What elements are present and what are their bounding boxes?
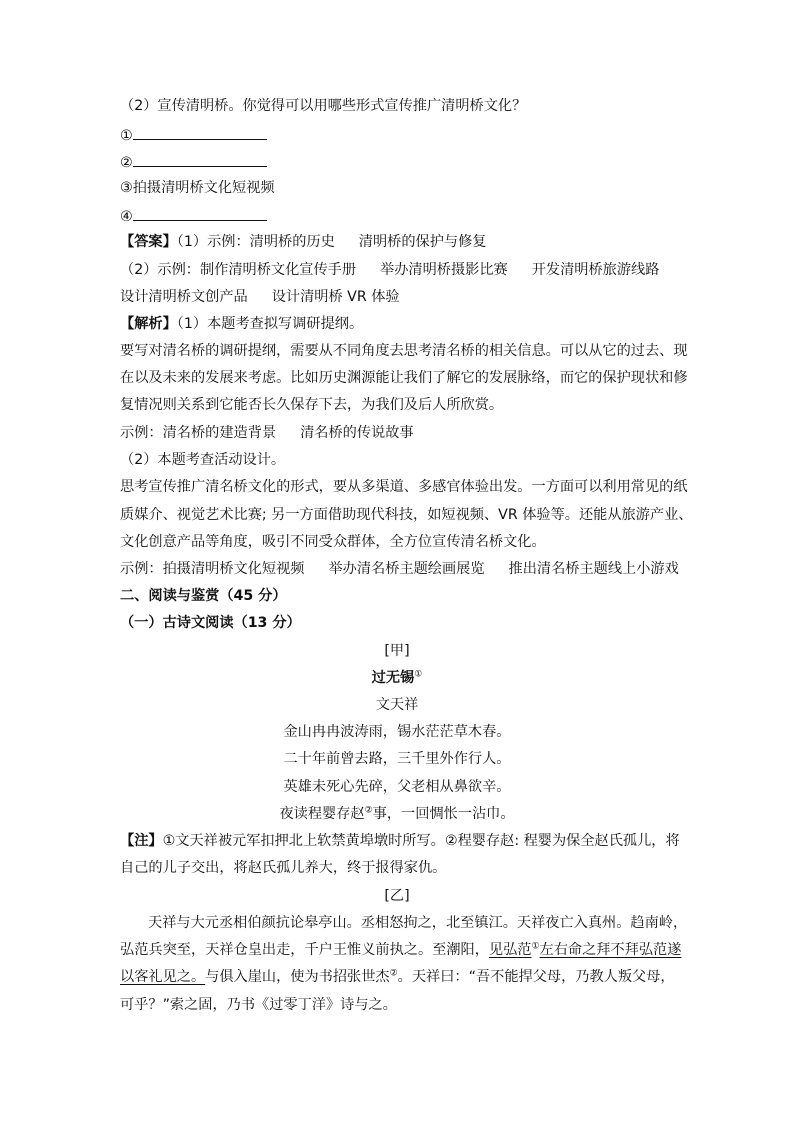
footnote-marker: ① bbox=[531, 941, 540, 952]
answer-tag: 【答案】 bbox=[120, 234, 177, 250]
answer-2-example-c: 开发清明桥旅游线路 bbox=[531, 262, 660, 278]
note-tag: 【注】 bbox=[120, 833, 163, 849]
analysis-heading bbox=[120, 314, 363, 334]
passage-line bbox=[120, 940, 681, 960]
passage-line-3-c: 。天祥曰：“吾不能捍父母，乃教人叛父母， bbox=[397, 969, 675, 985]
analysis-1-head: （1）本题考查拟写调研提纲。 bbox=[176, 316, 364, 332]
section-heading: 二、阅读与鉴赏（45 分） bbox=[120, 588, 287, 604]
answer-option-1 bbox=[120, 124, 267, 146]
answer-2-example-b: 举办清明桥摄影比赛 bbox=[380, 262, 508, 278]
passage-line-2-a: 弘范兵突至，天祥仓皇出走，千户王惟义前执之。至潮阳， bbox=[120, 942, 489, 958]
analysis-2-head: （2）本题考查活动设计。 bbox=[120, 452, 286, 468]
poem-line bbox=[0, 804, 794, 824]
analysis-text-line: 质媒介、视觉艺术比赛; 另一方面借助现代科技，如短视频、VR 体验等。还能从旅游产业、 bbox=[120, 507, 693, 523]
answer-2-example-d: 设计清明桥文创产品 bbox=[120, 289, 248, 305]
subsection-heading: （一）古诗文阅读（13 分） bbox=[120, 615, 301, 631]
poem-line: 英雄未死心先碎，父老相从鼻欲辛。 bbox=[283, 779, 511, 795]
answer-line-2 bbox=[120, 260, 659, 280]
answer-2-example-a: （2）示例：制作清明桥文化宣传手册 bbox=[120, 262, 357, 278]
poem-title-text: 过无锡 bbox=[371, 670, 415, 686]
passage-line: 可乎？”索之固，乃书《过零丁洋》诗与之。 bbox=[120, 997, 397, 1013]
analysis-1-example-b: 清名桥的传说故事 bbox=[300, 425, 414, 441]
note-line-2: 自己的儿子交出，将赵氏孤儿养大，终于报得家仇。 bbox=[120, 860, 447, 876]
answer-line-1 bbox=[120, 232, 486, 252]
underlined-sentence: 以客礼见之。 bbox=[120, 969, 206, 985]
passage-line-3-b: 与俱入崖山，使为书招张世杰 bbox=[205, 969, 390, 985]
poem-line: 二十年前曾去路，三千里外作行人。 bbox=[283, 751, 511, 767]
note-text-1: ①文天祥被元军扣押北上软禁黄埠墩时所写。②程婴存赵: 程婴为保全赵氏孤儿，将 bbox=[162, 833, 680, 849]
passage-line bbox=[120, 967, 675, 987]
answer-blank-1[interactable] bbox=[133, 124, 267, 140]
poem-line: 金山冉冉波涛雨，锡水茫茫草木春。 bbox=[283, 724, 511, 740]
answer-option-2 bbox=[120, 151, 267, 173]
note-line-1 bbox=[120, 831, 680, 851]
passage-line: 天祥与大元丞相伯颜抗论皋亭山。丞相怒拘之，北至镇江。天祥夜亡入真州。趋南岭， bbox=[148, 915, 688, 931]
underlined-sentence: 左右命之拜不拜弘范遂 bbox=[539, 942, 682, 958]
analysis-text-line: 文化创意产品等角度，吸引不同受众群体，全方位宣传清名桥文化。 bbox=[120, 534, 546, 550]
answer-blank-4[interactable] bbox=[133, 205, 267, 221]
analysis-text-line: 在以及未来的发展来考虑。比如历史渊源能让我们了解它的发展脉络，而它的保护现状和修 bbox=[120, 370, 688, 386]
answer-1-example-b: 清明桥的保护与修复 bbox=[358, 234, 487, 250]
underlined-sentence: 见弘范 bbox=[488, 942, 532, 958]
footnote-marker: ① bbox=[414, 669, 423, 680]
answer-option-3: ③拍摄清明桥文化短视频 bbox=[120, 180, 275, 196]
answer-blank-2[interactable] bbox=[133, 151, 267, 167]
analysis-2-example-a: 示例：拍摄清明桥文化短视频 bbox=[120, 561, 305, 577]
answer-option-4 bbox=[120, 205, 267, 227]
analysis-2-example-c: 推出清名桥主题线上小游戏 bbox=[508, 561, 679, 577]
poem-line-4-b: 事，一回惆怅一沾巾。 bbox=[372, 806, 515, 822]
analysis-text-line: 要写对清名桥的调研提纲，需要从不同角度去思考清名桥的相关信息。可以从它的过去、现 bbox=[120, 343, 688, 359]
poem-label: [甲] bbox=[384, 643, 410, 659]
analysis-2-example-b: 举办清名桥主题绘画展览 bbox=[328, 561, 485, 577]
analysis-text-line: 复情况则关系到它能否长久保存下去，为我们及后人所欣赏。 bbox=[120, 397, 504, 413]
analysis-1-examples bbox=[120, 423, 414, 443]
poem-line-4-a: 夜读程婴存赵 bbox=[279, 806, 365, 822]
option-4-number: ④ bbox=[120, 209, 133, 225]
analysis-tag: 【解析】 bbox=[120, 316, 177, 332]
footnote-marker: ② bbox=[364, 805, 373, 816]
option-1-number: ① bbox=[120, 128, 133, 144]
question-2-prompt: （2）宣传清明桥。你觉得可以用哪些形式宣传推广清明桥文化？ bbox=[120, 98, 527, 114]
answer-1-example-a: （1）示例：清明桥的历史 bbox=[176, 234, 335, 250]
passage-label: [乙] bbox=[384, 888, 410, 904]
answer-2-example-e: 设计清明桥 VR 体验 bbox=[271, 289, 400, 305]
analysis-1-example-a: 示例：清名桥的建造背景 bbox=[120, 425, 277, 441]
answer-line-3 bbox=[120, 287, 400, 307]
footnote-marker: ② bbox=[389, 968, 398, 979]
analysis-text-line: 思考宣传推广清名桥文化的形式，要从多渠道、多感官体验出发。一方面可以利用常见的纸 bbox=[120, 479, 688, 495]
poem-author: 文天祥 bbox=[375, 697, 419, 713]
analysis-2-examples bbox=[120, 559, 679, 579]
option-2-number: ② bbox=[120, 155, 133, 171]
poem-title bbox=[0, 668, 794, 688]
